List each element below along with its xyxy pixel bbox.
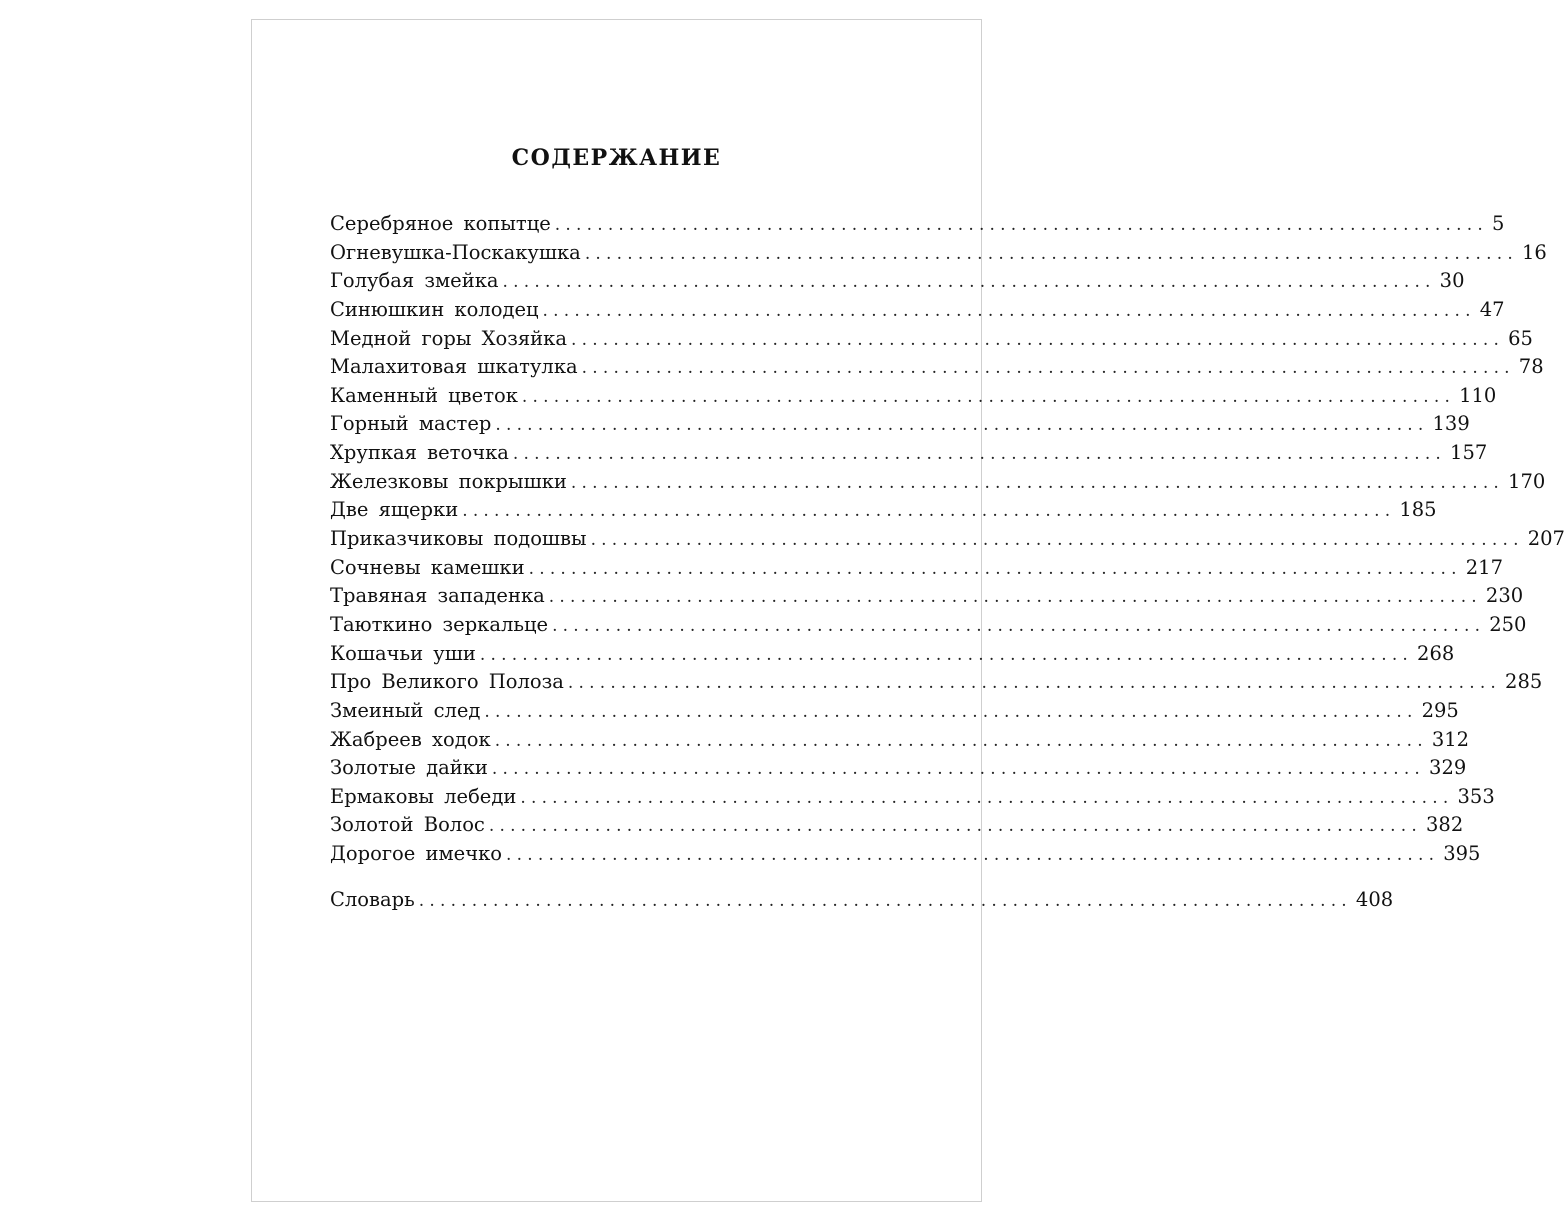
toc-leader-dots: ........................................................................................ (491, 759, 1426, 780)
toc-entry (330, 668, 1543, 697)
toc-entry-title: Дорогое имечко (330, 842, 503, 866)
toc-entry-page: 217 (1465, 555, 1503, 579)
toc-entry-page: 285 (1505, 670, 1543, 694)
toc-leader-dots: ........................................................................................ (552, 615, 1486, 636)
toc-entry-page: 250 (1489, 612, 1527, 636)
toc-entry-title: Золотые дайки (330, 756, 488, 780)
toc-appendix-entry (330, 886, 1394, 915)
toc-entry (330, 410, 1470, 439)
toc-leader-dots: ........................................................................................ (542, 300, 1476, 321)
toc-entry (330, 267, 1465, 296)
toc-entry-title: Жабреев ходок (330, 727, 491, 751)
toc-entry (330, 611, 1527, 640)
toc-entry-page: 78 (1518, 355, 1544, 379)
toc-entry-title: Синюшкин колодец (330, 297, 539, 321)
toc-entry (330, 353, 1544, 382)
toc-leader-dots: ........................................................................................ (506, 845, 1440, 866)
toc-entry-page: 207 (1527, 527, 1565, 551)
toc-leader-dots: ........................................................................................ (570, 329, 1505, 350)
book-page (251, 19, 1565, 1202)
toc-entry-page: 157 (1450, 441, 1488, 465)
toc-entry-title: Травяная западенка (330, 584, 545, 608)
toc-entry (330, 840, 1481, 869)
toc-entry (330, 468, 1546, 497)
toc-leader-dots: ........................................................................................ (495, 415, 1429, 436)
toc-entry-page: 353 (1457, 784, 1495, 808)
page-title: СОДЕРЖАНИЕ (511, 145, 722, 171)
toc-entry-title: Словарь (330, 887, 415, 911)
toc-entry-page: 329 (1429, 756, 1467, 780)
toc-entry-title: Железковы покрышки (330, 469, 567, 493)
toc-leader-dots: ........................................................................................ (488, 816, 1422, 837)
toc-leader-dots: ........................................................................................ (484, 701, 1418, 722)
toc-entry-page: 47 (1479, 297, 1505, 321)
toc-entry-page: 5 (1491, 212, 1505, 235)
toc-entry-title: Серебряное копытце (330, 212, 551, 235)
toc-leader-dots: ........................................................................................ (581, 358, 1515, 379)
toc-entry-title: Золотой Волос (330, 813, 485, 837)
toc-entry-title: Две ящерки (330, 498, 459, 522)
toc-entry-title: Огневушка-Поскакушка (330, 240, 581, 264)
toc-entry-page: 139 (1432, 412, 1470, 436)
toc-leader-dots: ........................................................................................ (512, 444, 1447, 465)
toc-entry-title: Приказчиковы подошвы (330, 527, 587, 551)
toc-entry (330, 239, 1547, 268)
toc-leader-dots: ........................................................................................ (590, 530, 1524, 551)
toc-leader-dots: ........................................................................................ (548, 587, 1482, 608)
toc-entry-page: 408 (1355, 887, 1394, 911)
toc-entry (330, 754, 1467, 783)
toc-entry-title: Кошачьи уши (330, 641, 476, 665)
toc-leader-dots: ........................................................................................ (494, 730, 1428, 751)
toc-entry-title: Малахитовая шкатулка (330, 355, 578, 379)
toc-entry (330, 811, 1464, 840)
toc-entry-page: 110 (1459, 383, 1497, 407)
toc-entry-page: 185 (1399, 498, 1437, 522)
toc-entry-title: Каменный цветок (330, 383, 518, 407)
toc-leader-dots: ........................................................................................ (528, 558, 1462, 579)
toc-leader-dots: ........................................................................................ (567, 673, 1502, 694)
toc-leader-dots: ........................................................................................ (418, 890, 1352, 911)
toc-entry-page: 170 (1508, 469, 1546, 493)
toc-entry-title: Змеиный след (330, 698, 481, 722)
toc-entry (330, 496, 1437, 525)
toc-leader-dots: ........................................................................................ (570, 472, 1505, 493)
toc-entry (330, 726, 1470, 755)
toc-spacer (330, 869, 873, 886)
table-of-contents (330, 210, 1565, 914)
toc-entry-page: 16 (1521, 240, 1547, 264)
toc-leader-dots: ........................................................................................ (462, 501, 1396, 522)
toc-entry-title: Медной горы Хозяйка (330, 326, 567, 350)
toc-entry-page: 230 (1485, 584, 1524, 608)
toc-entry-page: 295 (1421, 698, 1459, 722)
toc-leader-dots: ........................................................................................ (521, 386, 1456, 407)
toc-leader-dots: ........................................................................................ (520, 787, 1454, 808)
toc-entry-title: Ермаковы лебеди (330, 784, 517, 808)
toc-entry (330, 582, 1524, 611)
toc-entry-title: Хрупкая веточка (330, 441, 509, 465)
toc-entry (330, 382, 1497, 411)
toc-entry (330, 210, 1505, 239)
toc-entry-page: 395 (1443, 842, 1481, 866)
toc-entry (330, 697, 1459, 726)
toc-entry-page: 382 (1426, 813, 1464, 837)
toc-entry-title: Таюткино зеркальце (330, 612, 549, 636)
toc-entry (330, 783, 1495, 812)
toc-entry-title: Горный мастер (330, 412, 492, 436)
toc-entry (330, 554, 1503, 583)
toc-entry-title: Про Великого Полоза (330, 670, 564, 694)
toc-entry-page: 65 (1508, 326, 1533, 350)
toc-entry-page: 312 (1431, 727, 1470, 751)
toc-entry (330, 640, 1455, 669)
toc-leader-dots: ........................................................................................ (479, 644, 1414, 665)
toc-entry (330, 439, 1488, 468)
toc-entry (330, 296, 1505, 325)
toc-entry-title: Голубая змейка (330, 269, 499, 293)
toc-entry (330, 525, 1565, 554)
toc-entry-page: 268 (1417, 641, 1455, 665)
toc-entry-title: Сочневы камешки (330, 555, 525, 579)
toc-entry (330, 325, 1533, 354)
toc-entry-page: 30 (1439, 269, 1465, 293)
toc-leader-dots: ........................................................................................ (584, 243, 1518, 264)
toc-leader-dots: ........................................................................................ (502, 272, 1436, 293)
toc-leader-dots: ........................................................................................ (554, 215, 1488, 235)
